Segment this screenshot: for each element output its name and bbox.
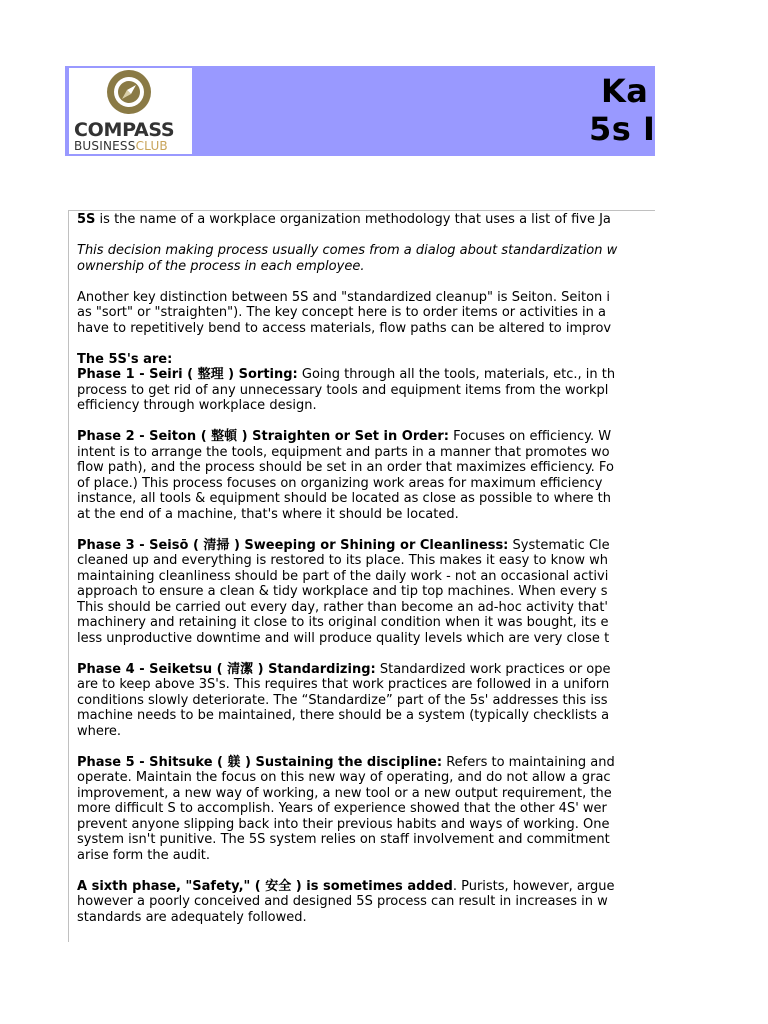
phase5-line3: improvement, a new way of working, a new tool or a new output requirement, the [77,785,612,801]
phase1-text: Going through all the tools, materials, etc., in th [297,367,616,382]
paragraph-intro [77,212,655,228]
content-top-border [68,210,655,211]
phase3-line6: machinery and retaining it close to its original condition when it was bought, its e [77,615,609,630]
phase4-line1 [77,662,655,678]
phase3-line1 [77,538,655,554]
list-intro: The 5S's are: [77,351,173,367]
phase5-text: Refers to maintaining and [442,754,615,770]
phase1-line3: efficiency through workplace design. [77,398,317,413]
paragraph-decision-line1: This decision making process usually comes from a dialog about standardization w [77,243,618,258]
page-title-line1: Ka [601,72,649,110]
phase2-line2: intent is to arrange the tools, equipment and parts in a manner that promotes wo [77,444,610,460]
content-left-border [68,210,69,942]
phase2-text: Focuses on efficiency. W [448,429,612,444]
header-banner [65,66,655,156]
phase4-heading: Phase 4 - Seiketsu ( 清潔 ) Standardizing: [77,661,376,677]
phase5-heading: Phase 5 - Shitsuke ( 躾 ) Sustaining the discipline: [77,754,443,770]
phase6-line1 [77,879,655,895]
phase3-line5: This should be carried out every day, rather than become an ad-hoc activity that' [77,599,608,615]
phase3-heading: Phase 3 - Seisō ( 清掃 ) Sweeping or Shining or Cleanliness: [77,537,509,553]
company-logo [69,68,192,154]
phase3-line7: less unproductive downtime and will produce quality levels which are very close t [77,630,610,646]
phase6-heading: A sixth phase, "Safety," ( 安全 ) is sometimes added [77,878,453,894]
logo-subtitle-business: BUSINESS [74,139,136,153]
phase2-line1 [77,429,655,445]
phase1-line1 [77,367,655,383]
phase1-heading: Phase 1 - Seiri ( 整理 ) Sorting: [77,367,298,382]
phase6-line2: however a poorly conceived and designed 5S process can result in increases in w [77,894,608,909]
phase5-line1 [77,755,655,771]
phase2-line6: at the end of a machine, that's where it should be located. [77,506,459,522]
phase1-line2: process to get rid of any unnecessary tools and equipment items from the workpl [77,382,609,398]
paragraph-distinction-line3: have to repetitively bend to access materials, flow paths can be altered to improv [77,320,612,336]
logo-subtitle [74,139,168,153]
phase4-line4: machine needs to be maintained, there should be a system (typically checklists a [77,708,610,723]
phase4-line2: are to keep above 3S's. This requires that work practices are followed in a uniforn [77,677,610,692]
logo-subtitle-club: CLUB [135,139,168,153]
page-title-line2: 5s I [589,110,655,148]
phase2-line3: flow path), and the process should be set in an order that maximizes efficiency. Fo [77,460,614,475]
phase6-text: . Purists, however, argue [452,878,615,894]
phase3-line3: maintaining cleanliness should be part of the daily work - not an occasional activi [77,568,609,584]
phase3-line2: cleaned up and everything is restored to its place. This makes it easy to know wh [77,553,608,568]
phase5-line4: more difficult S to accomplish. Years of experience showed that the other 4S' wer [77,801,607,816]
compass-emblem-icon [106,69,152,115]
paragraph-decision-line2: ownership of the process in each employee. [77,258,365,274]
phase4-line5: where. [77,723,122,739]
paragraph-distinction-line1: Another key distinction between 5S and "standardized cleanup" is Seiton. Seiton i [77,289,610,305]
phase2-heading: Phase 2 - Seiton ( 整頓 ) Straighten or Set in Order: [77,429,449,444]
phase3-text: Systematic Cle [508,537,610,553]
logo-brand-text: COMPASS [74,119,175,141]
phase5-line2: operate. Maintain the focus on this new way of operating, and do not allow a grac [77,770,611,785]
phase5-line5: prevent anyone slipping back into their previous habits and ways of working. One [77,816,610,832]
term-5s: 5S [77,212,96,227]
intro-text: is the name of a workplace organization methodology that uses a list of five Ja [95,212,611,227]
phase4-line3: conditions slowly deteriorate. The “Standardize” part of the 5s' addresses this iss [77,692,608,708]
document-body [77,212,655,942]
phase4-text: Standardized work practices or ope [375,661,611,677]
phase3-line4: approach to ensure a clean & tidy workplace and tip top machines. When every s [77,584,608,599]
phase2-line5: instance, all tools & equipment should be located as close as possible to where th [77,491,611,506]
paragraph-distinction-line2: as "sort" or "straighten"). The key concept here is to order items or activities in a [77,305,606,320]
phase6-line3: standards are adequately followed. [77,909,307,925]
phase5-line7: arise form the audit. [77,847,211,863]
phase5-line6: system isn't punitive. The 5S system relies on staff involvement and commitment [77,832,610,847]
phase2-line4: of place.) This process focuses on organizing work areas for maximum efficiency [77,475,603,491]
